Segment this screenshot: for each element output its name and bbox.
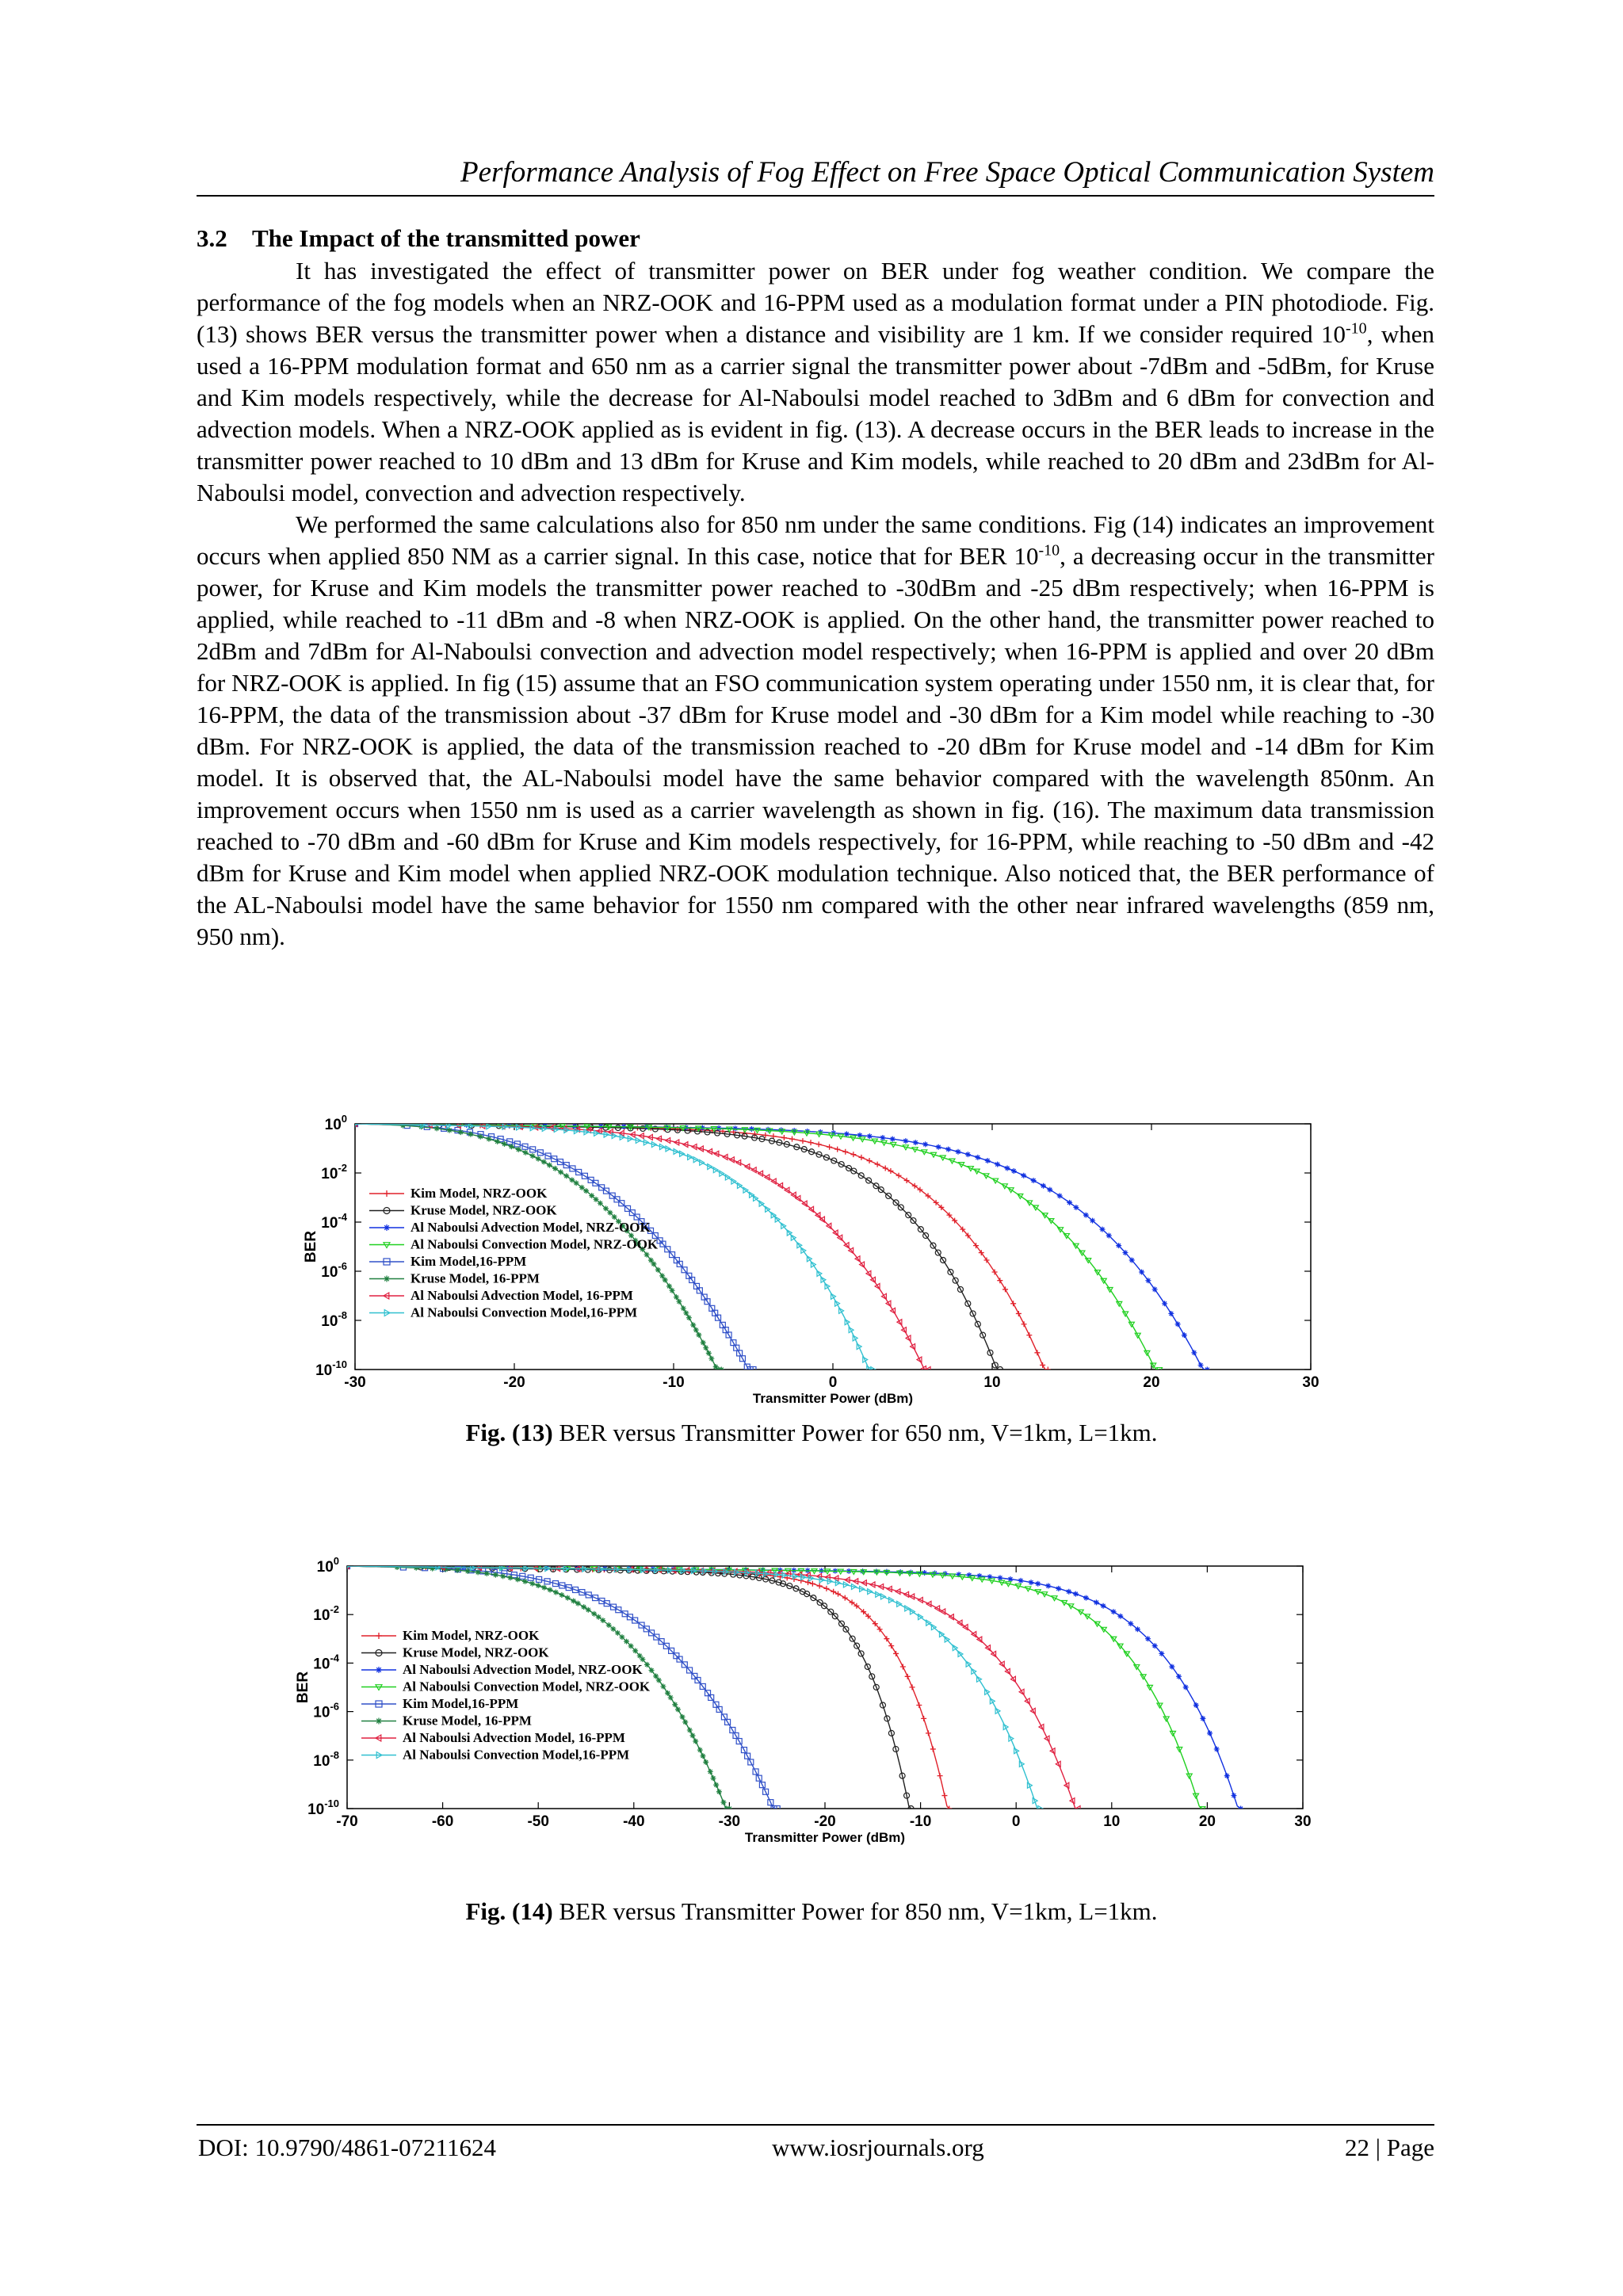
point	[1176, 1674, 1182, 1679]
point	[1090, 1218, 1095, 1224]
point	[612, 1214, 617, 1220]
point	[1066, 1589, 1071, 1595]
point	[727, 1806, 732, 1812]
section-heading	[197, 223, 640, 254]
x-tick-label: 30	[1302, 1374, 1319, 1391]
point	[1175, 1321, 1181, 1327]
point	[579, 1185, 585, 1190]
point	[1238, 1806, 1243, 1812]
point	[1182, 1332, 1187, 1338]
point	[523, 1150, 529, 1156]
legend-entry: Al Naboulsi Convection Model, NRZ-OOK	[403, 1679, 651, 1694]
y-tick-label: $10^0$	[324, 1113, 347, 1133]
point	[1056, 1586, 1061, 1591]
point	[965, 1152, 971, 1157]
point	[1205, 1367, 1210, 1373]
y-tick-label: $10^{-4}$	[313, 1652, 339, 1673]
point	[1159, 1651, 1164, 1656]
point	[713, 1782, 719, 1788]
point	[1018, 1578, 1024, 1584]
figure-14	[292, 1552, 1314, 1850]
point	[1047, 1187, 1052, 1193]
point	[1214, 1746, 1220, 1752]
point	[1193, 1702, 1199, 1708]
point	[1117, 1614, 1123, 1619]
x-tick-label: -10	[909, 1813, 932, 1830]
y-tick-label: $10^{-8}$	[321, 1309, 347, 1330]
legend-entry: Kim Model, NRZ-OOK	[411, 1186, 548, 1201]
point	[1135, 1626, 1140, 1632]
point	[541, 1159, 547, 1165]
point	[716, 1789, 722, 1794]
footer-page-number: 22 | Page	[1345, 2134, 1434, 2161]
point	[1021, 1173, 1026, 1179]
figure-14-caption	[0, 1896, 1623, 1927]
point	[1031, 1178, 1037, 1183]
point	[515, 1576, 521, 1582]
point	[719, 1367, 724, 1373]
y-tick-label: $10^{-4}$	[321, 1211, 347, 1232]
point	[1029, 1580, 1034, 1585]
point	[706, 1350, 712, 1356]
point	[500, 1573, 506, 1579]
x-tick-label: -30	[718, 1813, 741, 1830]
figure-13-label: Fig. (13)	[465, 1419, 553, 1446]
point	[447, 1128, 453, 1133]
point	[749, 1126, 754, 1132]
y-tick-label: $10^{-6}$	[313, 1700, 339, 1721]
x-tick-label: -30	[344, 1374, 366, 1391]
x-tick-label: 0	[828, 1374, 838, 1391]
legend-entry: Al Naboulsi Advection Model, NRZ-OOK	[403, 1662, 643, 1677]
y-tick-label: $10^{-2}$	[313, 1603, 339, 1625]
figure-13-caption	[0, 1417, 1623, 1449]
point	[1008, 1576, 1014, 1582]
x-tick-label: -10	[663, 1374, 685, 1391]
point	[536, 1583, 541, 1588]
x-tick-label: 30	[1294, 1813, 1312, 1830]
legend-entry: Kruse Model, NRZ-OOK	[411, 1202, 557, 1218]
x-tick-label: -20	[503, 1374, 525, 1391]
x-tick-label: 10	[983, 1374, 1001, 1391]
point	[1152, 1286, 1158, 1292]
point	[1011, 1168, 1017, 1174]
figure-14-caption-text: BER versus Transmitter Power for 850 nm, V=1km, L=1km.	[552, 1897, 1158, 1925]
legend-entry: Kruse Model, NRZ-OOK	[403, 1645, 549, 1660]
point	[1067, 1200, 1072, 1205]
footer-doi: DOI: 10.9790/4861-07211624	[198, 2134, 496, 2161]
point	[594, 1197, 599, 1202]
point	[720, 1800, 726, 1805]
point	[547, 1163, 552, 1168]
text-run: , a decreasing occur in the transmitter power, for Kruse and Kim models the transmitter power reached to -30dBm and -25 dBm respectively; when 16-PPM is applied, while reached to -11 dBm and -8 when NRZ-OOK is applied. On the other hand, the transmitter power reached to 2dBm and 7dBm for Al-Naboulsi convection and advection model respectively; when 16-PPM is applied and over 20 dBm for NRZ-OOK is applied. In fig (15) assume that an FSO communication system operating under 1550 nm, it is clear that, for 16-PPM, the data of the transmission about -37 dBm for Kruse model and -30 dBm for a Kim model while reaching to -30 dBm. For NRZ-OOK is applied, the data of the transmission reached to -20 dBm for Kruse model and -14 dBm for Kim model. It is observed that, the AL-Naboulsi model have the same behavior compared with the wavelength 850nm. An improvement occurs when 1550 nm is used as a carrier wavelength as shown in fig. (16). The maximum data transmission reached to -70 dBm and -60 dBm for Kruse and Kim models respectively, for 16-PPM, while reaching to -50 dBm and -42 dBm for Kruse and Kim model when applied NRZ-OOK modulation technique. Also noticed that, the BER performance of the AL-Naboulsi model have the same behavior for 1550 nm compared with the other near infrared wavelengths (859 nm, 950 nm).	[197, 542, 1434, 950]
point	[603, 1205, 609, 1211]
point	[690, 1322, 696, 1328]
point	[507, 1575, 513, 1580]
point	[656, 1677, 662, 1683]
point	[1057, 1193, 1063, 1198]
point	[1101, 1603, 1106, 1609]
point	[458, 1129, 464, 1135]
point	[1231, 1793, 1236, 1798]
figure-13-caption-text: BER versus Transmitter Power for 650 nm, V=1km, L=1km.	[552, 1419, 1158, 1446]
x-tick-label: 20	[1198, 1813, 1216, 1830]
point	[1200, 1716, 1205, 1721]
point	[708, 1356, 714, 1362]
point	[995, 1162, 1000, 1167]
legend-entry: Al Naboulsi Convection Model, NRZ-OOK	[411, 1236, 659, 1252]
point	[465, 1568, 471, 1574]
figure-13	[300, 1110, 1322, 1411]
legend-entry: Al Naboulsi Convection Model,16-PPM	[411, 1305, 638, 1320]
point	[644, 1662, 650, 1668]
ber-chart-850nm	[292, 1552, 1314, 1850]
header-rule	[197, 195, 1434, 197]
x-tick-label: 20	[1143, 1374, 1160, 1391]
x-tick-label: -40	[623, 1813, 645, 1830]
y-tick-label: $10^{-10}$	[307, 1797, 339, 1818]
point	[676, 1299, 682, 1305]
point	[936, 1144, 941, 1150]
point	[903, 1138, 908, 1144]
y-tick-label: $10^{-8}$	[313, 1748, 339, 1770]
point	[1162, 1301, 1167, 1306]
point	[1099, 1227, 1105, 1232]
y-tick-label: $10^{-2}$	[321, 1162, 347, 1182]
legend-entry: Kruse Model, 16-PPM	[411, 1270, 540, 1286]
point	[975, 1155, 980, 1160]
x-tick-label: -60	[431, 1813, 454, 1830]
point	[589, 1193, 594, 1198]
footer-rule	[197, 2124, 1434, 2126]
point	[683, 1310, 689, 1316]
point	[575, 1601, 581, 1606]
point	[1139, 1270, 1144, 1275]
section-title: The Impact of the transmitted power	[252, 224, 640, 252]
point	[1083, 1595, 1089, 1601]
point	[1168, 1311, 1174, 1316]
point	[1111, 1609, 1117, 1614]
point	[478, 1134, 483, 1140]
point	[583, 1188, 589, 1194]
point	[697, 1748, 703, 1753]
point	[653, 1673, 659, 1679]
y-tick-label: $10^{-6}$	[321, 1260, 347, 1281]
y-tick-label: $10^{-10}$	[315, 1358, 347, 1379]
x-axis-label: Transmitter Power (dBm)	[744, 1830, 906, 1845]
paragraph-2	[197, 509, 1434, 953]
legend-entry: Kruse Model, 16-PPM	[403, 1713, 532, 1729]
point	[693, 1328, 699, 1333]
ber-chart-650nm	[300, 1110, 1322, 1411]
x-tick-label: -70	[336, 1813, 358, 1830]
x-tick-label: 0	[1011, 1813, 1021, 1830]
point	[1073, 1591, 1079, 1597]
point	[670, 1288, 675, 1293]
legend-entry: Kim Model,16-PPM	[411, 1254, 527, 1269]
point	[1183, 1684, 1189, 1690]
text-run: We performed the same calculations also for 850 nm under the same conditions. Fig (14) indicates an improvement occurs when applied 850 NM as a carrier signal. In this case, notice that for BER 10	[197, 510, 1434, 570]
x-axis-label: Transmitter Power (dBm)	[752, 1391, 914, 1406]
body-text	[197, 255, 1434, 953]
text-run: It has investigated the effect of transmitter power on BER under fog weather condition. We compare the performance of the fog models when an NRZ-OOK and 16-PPM used as a modulation format under a PIN photodiode. Fig. (13) shows BER versus the transmitter power when a distance and visibility are 1 km. If we consider required 10	[197, 257, 1434, 348]
point	[945, 1147, 951, 1152]
section-number: 3.2	[197, 224, 227, 252]
legend-entry: Kim Model,16-PPM	[403, 1696, 519, 1711]
superscript: -10	[1346, 319, 1367, 338]
paragraph-1	[197, 255, 1434, 509]
point	[867, 1133, 873, 1139]
y-tick-label: $10^0$	[316, 1555, 339, 1576]
legend-entry: Al Naboulsi Convection Model,16-PPM	[403, 1747, 630, 1763]
point	[1145, 1278, 1151, 1283]
legend-entry: Al Naboulsi Advection Model, 16-PPM	[403, 1730, 625, 1745]
y-axis-label: BER	[295, 1671, 311, 1704]
point	[1191, 1350, 1197, 1355]
figure-14-label: Fig. (14)	[465, 1897, 553, 1925]
x-tick-label: -50	[527, 1813, 549, 1830]
point	[732, 1125, 738, 1131]
y-axis-label: BER	[303, 1230, 319, 1263]
x-tick-label: 10	[1103, 1813, 1121, 1830]
point	[956, 1149, 961, 1155]
superscript: -10	[1038, 541, 1060, 560]
legend-entry: Kim Model, NRZ-OOK	[403, 1628, 540, 1643]
point	[1035, 1581, 1041, 1587]
point	[1129, 1257, 1135, 1263]
point	[1198, 1362, 1204, 1368]
legend-entry: Al Naboulsi Advection Model, NRZ-OOK	[411, 1220, 651, 1235]
legend-entry: Al Naboulsi Advection Model, 16-PPM	[411, 1288, 633, 1303]
point	[701, 1340, 706, 1346]
text-run: , when used a 16-PPM modulation format and 650 nm as a carrier signal the transmitter power about -7dBm and -5dBm, for Kruse and Kim models respectively, while the decrease for Al-Naboulsi model reached to 3dBm and 6 dBm for convection and advection models. When a NRZ-OOK applied as is evident in fig. (13). A decrease occurs in the BER leads to increase in the transmitter power reached to 10 dBm and 13 dBm for Kruse and Kim models, while reached to 20 dBm and 23dBm for Al-Naboulsi model, convection and advection respectively.	[197, 320, 1434, 506]
footer-website: www.iosrjournals.org	[772, 2134, 984, 2161]
point	[1116, 1243, 1121, 1248]
point	[998, 1575, 1003, 1580]
x-tick-label: -20	[814, 1813, 836, 1830]
point	[486, 1137, 491, 1142]
point	[434, 1125, 440, 1131]
running-title: Performance Analysis of Fog Effect on Free Space Optical Communication System	[460, 156, 1434, 189]
point	[1122, 1250, 1128, 1255]
point	[1224, 1773, 1230, 1778]
